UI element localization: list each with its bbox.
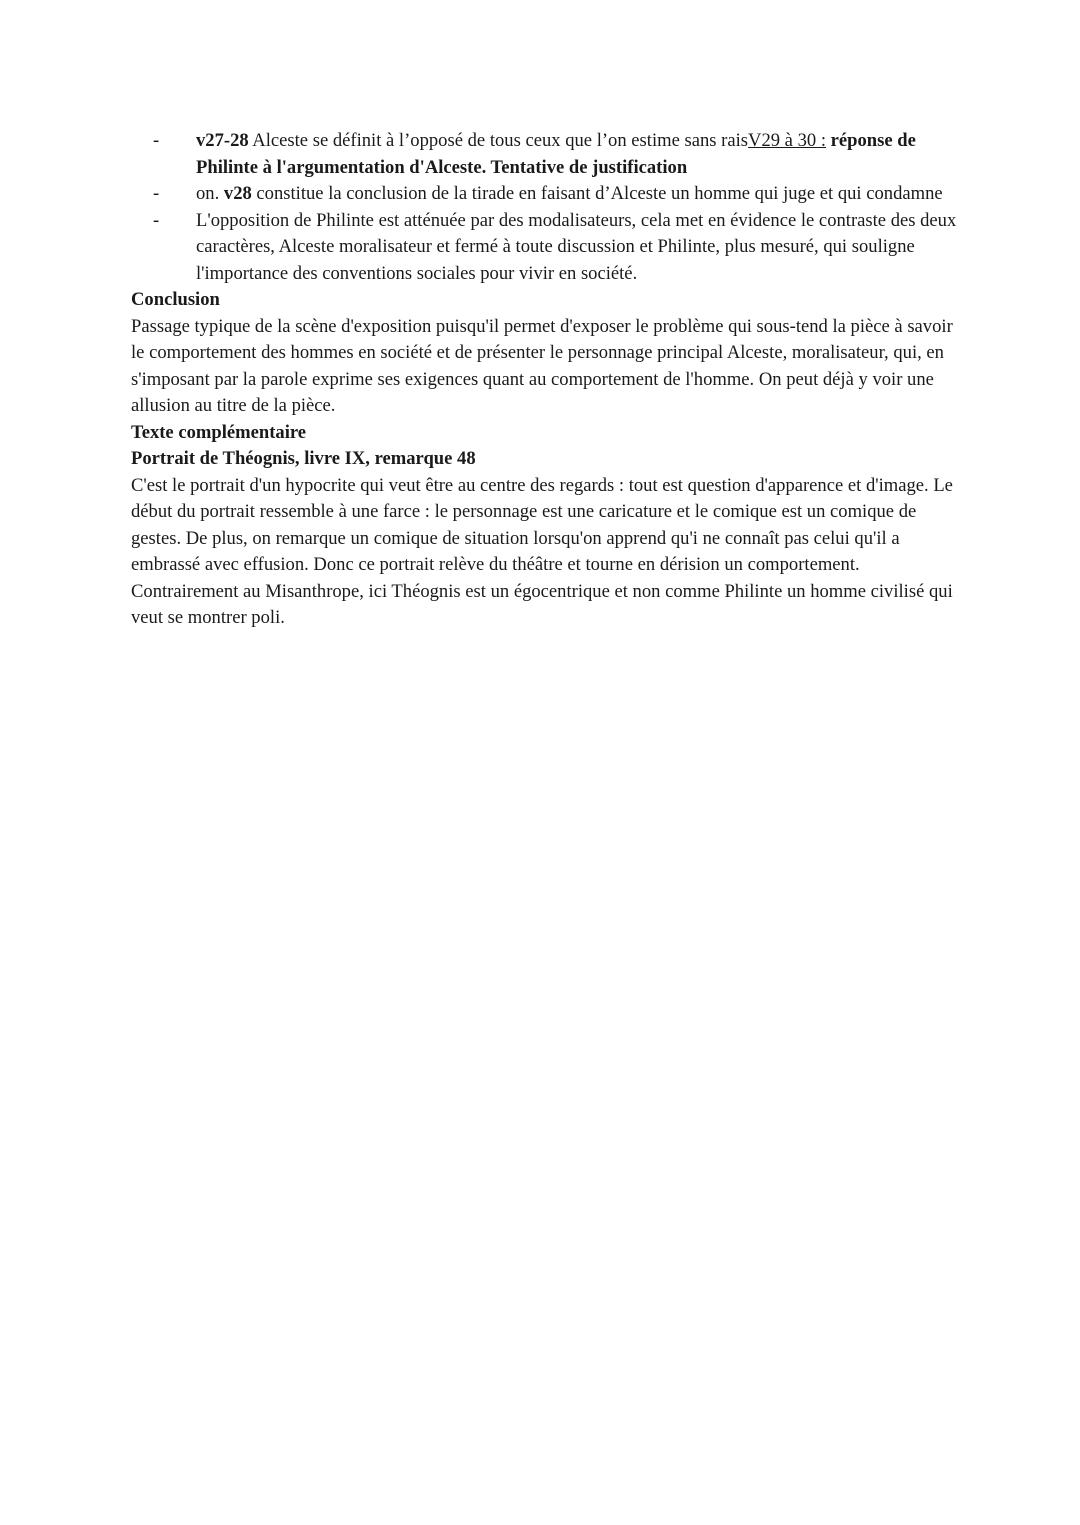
bullet-dash: - <box>153 130 160 151</box>
bullet-list <box>131 128 961 287</box>
document-page <box>131 128 961 632</box>
conclusion-paragraph: Passage typique de la scène d'exposition puisqu'il permet d'exposer le problème qui sous-tend la pièce à savoir le comportement des hommes en société et de présenter le personnage principal Alceste, moralisateur, qui, en s'imposant par la parole exprime ses exigences quant au comportement de l'homme. On peut déjà y voir une allusion au titre de la pièce. <box>131 315 953 416</box>
bullet-text: Alceste se définit à l’opposé de tous ceux que l’on estime sans rais <box>248 130 749 151</box>
complement-heading: Texte complémentaire <box>131 421 307 443</box>
verse-ref: v28 <box>223 183 252 204</box>
bullet-dash: - <box>153 209 160 231</box>
bullet-text: L'opposition de Philinte est atténuée par des modalisateurs, cela met en évidence le contraste des deux caractères, Alceste moralisateur et fermé à toute discussion et Philinte, plus mesuré, qui souligne l'importance des conventions sociales pour vivir en société. <box>196 209 957 284</box>
complement-subheading: Portrait de Théognis, livre IX, remarque 48 <box>131 448 476 469</box>
list-item <box>131 181 961 208</box>
bullet-text: constitue la conclusion de la tirade en faisant d’Alceste un homme qui juge et qui condamne <box>251 183 943 204</box>
conclusion-heading: Conclusion <box>131 289 220 310</box>
bullet-bold-text: réponse de Philinte à l'argumentation d'Alceste. Tentative de justification <box>196 130 916 178</box>
verse-link[interactable]: V29 à 30 : <box>748 130 826 151</box>
bullet-dash: - <box>153 183 160 204</box>
bullet-lead: on. <box>196 183 224 204</box>
list-item <box>131 208 961 288</box>
verse-ref: v27-28 <box>196 130 249 151</box>
complement-paragraph: C'est le portrait d'un hypocrite qui veut être au centre des regards : tout est question d'apparence et d'image. Le début du portrait ressemble à une farce : le personnage est une caricature et le comique est un comique de gestes. De plus, on remarque un comique de situation lorsqu'on apprend qu'i ne connaît pas celui qu'il a embrassé avec effusion. Donc ce portrait relève du théâtre et tourne en dérision un comportement. Contrairement au Misanthrope, ici Théognis est un égocentrique et non comme Philinte un homme civilisé qui veut se montrer poli. <box>131 474 953 628</box>
list-item <box>131 128 961 181</box>
